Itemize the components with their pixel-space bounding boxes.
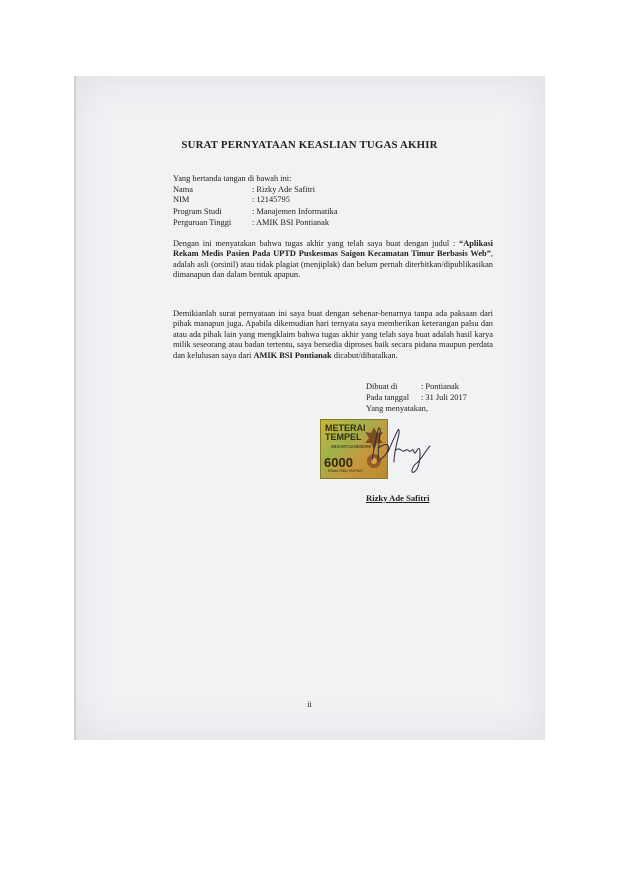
field-nama bbox=[173, 185, 453, 195]
stamp-sub: ENAM RIBU RUPIAH bbox=[328, 469, 363, 473]
stamp-line2: TEMPEL bbox=[325, 432, 362, 442]
field-label: Perguruan Tinggi bbox=[173, 218, 232, 227]
paragraph-statement bbox=[173, 309, 493, 361]
stamp-code: 9B3AEF224865098 bbox=[331, 444, 372, 449]
signer-name: Rizky Ade Safitri bbox=[366, 493, 430, 503]
paragraph-rest: , adalah asli (orsinil) atau tidak plagiat (menjiplak) dan belum pernah diterbitkan/dipublikasikan dimanapun dan dalam bentuk apapun. bbox=[173, 249, 493, 280]
place-row bbox=[366, 381, 467, 392]
field-label: Nama bbox=[173, 185, 193, 194]
paragraph-rest: dicabut/dibatalkan. bbox=[331, 350, 398, 360]
field-value: : Manajemen Informatika bbox=[252, 207, 338, 216]
field-value: : AMIK BSI Pontianak bbox=[252, 218, 330, 227]
place-label: Dibuat di bbox=[366, 382, 398, 391]
date-row bbox=[366, 392, 467, 403]
field-value: : Rizky Ade Safitri bbox=[252, 185, 316, 194]
field-program-studi bbox=[173, 207, 453, 217]
date-label: Pada tanggal bbox=[366, 393, 410, 402]
paragraph-lead: Dengan ini menyatakan bahwa tugas akhir yang telah saya buat dengan judul : bbox=[173, 239, 456, 248]
field-label: NIM bbox=[173, 195, 190, 204]
field-perguruan-tinggi bbox=[173, 218, 453, 228]
sign-block bbox=[366, 381, 467, 414]
closing-text: Yang menyatakan, bbox=[366, 404, 428, 413]
field-value: : 12145795 bbox=[252, 195, 290, 204]
field-label: Program Studi bbox=[173, 207, 222, 216]
date-value: : 31 Juli 2017 bbox=[421, 393, 467, 402]
document-title: SURAT PERNYATAAN KEASLIAN TUGAS AKHIR bbox=[181, 139, 438, 151]
stamp-line1: METERAI bbox=[325, 423, 366, 433]
thesis-title: “Aplikasi Rekam Medis Pasien Pada UPTD Puskesmas Saigon Kecamatan Timur Berbasis Web” bbox=[173, 239, 493, 259]
institution-name: AMIK BSI Pontianak bbox=[253, 350, 332, 360]
field-nim bbox=[173, 195, 453, 205]
handwritten-signature bbox=[366, 420, 436, 474]
intro-line: Yang bertanda tangan di bawah ini: bbox=[173, 174, 292, 183]
place-value: : Pontianak bbox=[421, 382, 459, 391]
page-number: ii bbox=[307, 700, 312, 709]
paragraph-declaration bbox=[173, 239, 493, 281]
document-page bbox=[74, 76, 545, 740]
paragraph-lead: Demikianlah surat pernyataan ini saya buat dengan sebenar-benarnya tanpa ada paksaan dari pihak manapun juga. Apabila dikemudian hari ternyata saya memberikan keterangan palsu dan atau ada pihak lain yang mengklaim bahwa tugas akhir yang telah saya buat adalah hasil karya milik seseorang atau badan tertentu, saya bersedia diproses baik secara pidana maupun perdata dan kelulusan saya dari bbox=[173, 309, 493, 360]
stamp-amount: 6000 bbox=[324, 455, 353, 470]
